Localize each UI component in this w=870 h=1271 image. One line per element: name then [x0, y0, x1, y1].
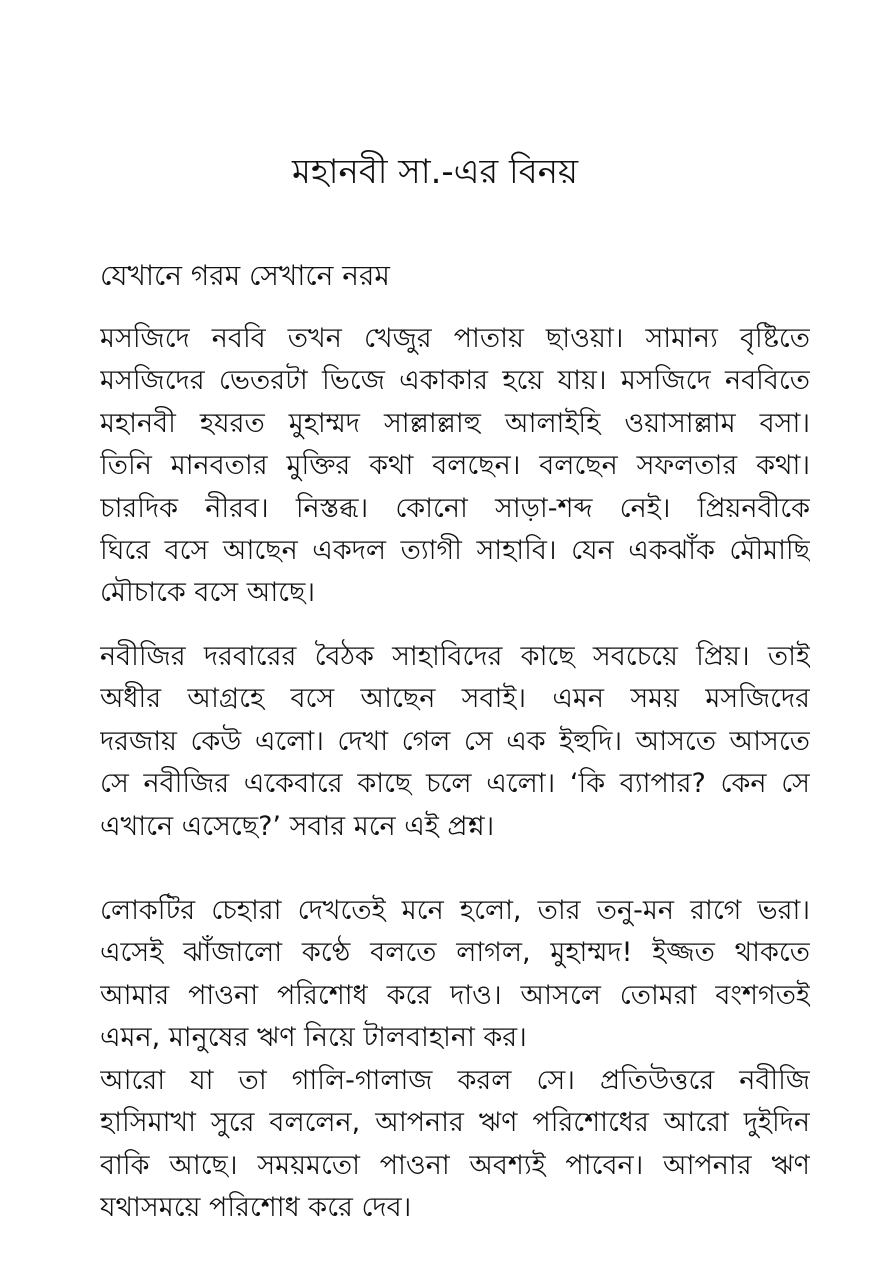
- text-line: লোকটির চেহারা দেখতেই মনে হলো, তার তনু-মন রাগে ভরা।: [100, 895, 810, 926]
- text-line: মহানবী হযরত মুহাম্মদ সাল্লাল্লাহু আলাইহি ওয়াসাল্লাম বসা।: [100, 407, 810, 439]
- page-title: মহানবী সা.-এর বিনয়: [291, 152, 579, 192]
- paragraph-2: [100, 636, 810, 848]
- paragraph-3: [100, 890, 810, 1060]
- paragraph-1: [100, 318, 810, 615]
- text-line: মসজিদে নববি তখন খেজুর পাতায় ছাওয়া। সামান্য বৃষ্টিতে: [100, 323, 810, 354]
- text-line: ঘিরে বসে আছেন একদল ত্যাগী সাহাবি। যেন একঝাঁক মৌমাছি: [100, 534, 810, 566]
- text-line: আরো যা তা গালি-গালাজ করল সে। প্রতিউত্তরে নবীজি: [100, 1065, 810, 1096]
- text-line: এসেই ঝাঁজালো কণ্ঠে বলতে লাগল, মুহাম্মদ! ইজ্জত থাকতে: [100, 937, 810, 969]
- paragraph-4: [100, 1060, 810, 1230]
- text-line: নবীজির দরবারের বৈঠক সাহাবিদের কাছে সবচেয়ে প্রিয়। তাই: [100, 641, 810, 672]
- text-line: চারদিক নীরব। নিস্তব্ধ। কোনো সাড়া-শব্দ নেই। প্রিয়নবীকে: [100, 492, 810, 524]
- text-line: এমন, মানুষের ঋণ নিয়ে টালবাহানা কর।: [100, 1022, 527, 1054]
- text-line: বাকি আছে। সময়মতো পাওনা অবশ্যই পাবেন। আপনার ঋণ: [100, 1149, 810, 1181]
- text-line: সে নবীজির একেবারে কাছে চলে এলো। ‘কি ব্যাপার? কেন সে: [100, 768, 810, 800]
- text-line: হাসিমাখা সুরে বললেন, আপনার ঋণ পরিশোধের আরো দুইদিন: [100, 1107, 810, 1139]
- text-line: তিনি মানবতার মুক্তির কথা বলছেন। বলছেন সফলতার কথা।: [100, 450, 810, 482]
- text-line: যথাসময়ে পরিশোধ করে দেব।: [100, 1192, 412, 1224]
- text-line: দরজায় কেউ এলো। দেখা গেল সে এক ইহুদি। আসতে আসতে: [100, 725, 810, 757]
- text-line: মসজিদের ভেতরটা ভিজে একাকার হয়ে যায়। মসজিদে নববিতে: [100, 365, 810, 397]
- text-line: আমার পাওনা পরিশোধ করে দাও। আসলে তোমরা বংশগতই: [100, 979, 810, 1011]
- text-line: এখানে এসেছে?’ সবার মনে এই প্রশ্ন।: [100, 810, 495, 842]
- text-line: মৌচাকে বসে আছে।: [100, 577, 316, 609]
- text-line: অধীর আগ্রহে বসে আছেন সবাই। এমন সময় মসজিদের: [100, 683, 810, 715]
- section-subheading: যেখানে গরম সেখানে নরম: [100, 259, 390, 292]
